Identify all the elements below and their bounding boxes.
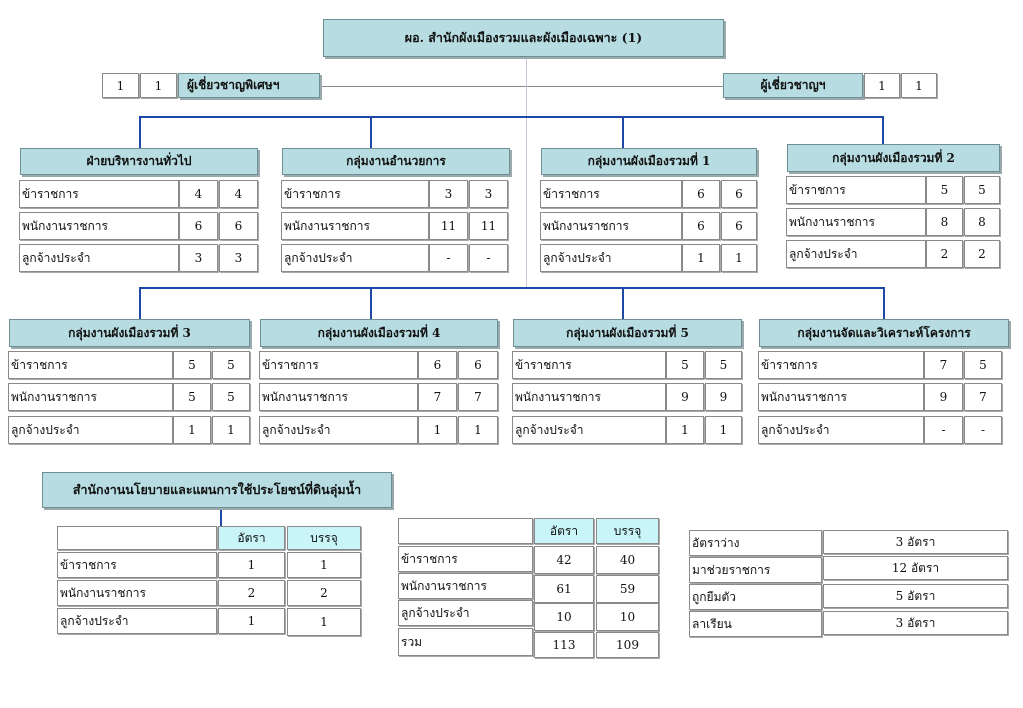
row-label-gov-emp: พนักงานราชการ (57, 580, 217, 606)
lower-drop-2 (370, 287, 372, 319)
value-rate: - (924, 416, 963, 444)
value-filled: 6 (458, 351, 498, 379)
row-label-civil: ข้าราชการ (398, 546, 533, 572)
group-title: กลุ่มงานผังเมืองรวมที่ 2 (787, 144, 1000, 172)
value-rate: 3 (179, 244, 218, 272)
value-filled: 6 (721, 180, 757, 208)
expert-right-box: ผู้เชี่ยวชาญฯ (723, 73, 863, 98)
row-label-gov-emp: พนักงานราชการ (758, 383, 924, 411)
lower-drop-1 (139, 287, 141, 319)
row-label-perm: ลูกจ้างประจำ (758, 416, 924, 444)
group-title: กลุ่มงานอำนวยการ (282, 148, 510, 175)
value-rate: 5 (926, 176, 963, 204)
value-filled: 3 (469, 180, 508, 208)
value-filled: 6 (721, 212, 757, 240)
expert-left-value-2: 1 (140, 73, 177, 98)
group-title: กลุ่มงานจัดและวิเคราะห์โครงการ (759, 319, 1009, 347)
vacancy-value: 3 อัตรา (823, 611, 1008, 635)
vacancy-label: ถูกยืมตัว (689, 584, 822, 610)
group-title: กลุ่มงานผังเมืองรวมที่ 4 (260, 319, 498, 347)
summary-header-blank (398, 518, 533, 544)
value-rate: 6 (682, 212, 720, 240)
row-label-perm: ลูกจ้างประจำ (57, 608, 217, 634)
value-filled: - (964, 416, 1002, 444)
group-title: กลุ่มงานผังเมืองรวมที่ 1 (541, 148, 757, 175)
upper-drop-4 (882, 116, 884, 144)
value-rate: 8 (926, 208, 963, 236)
value-rate: 6 (418, 351, 457, 379)
value-filled: 7 (458, 383, 498, 411)
value-filled: 59 (596, 575, 659, 603)
row-label-civil: ข้าราชการ (512, 351, 666, 379)
vacancy-label: ลาเรียน (689, 611, 822, 637)
value-rate: 1 (173, 416, 211, 444)
value-rate: 2 (218, 580, 285, 606)
value-rate: 6 (179, 212, 218, 240)
value-rate: 1 (418, 416, 457, 444)
value-rate: 1 (218, 552, 285, 578)
vacancy-label: มาช่วยราชการ (689, 557, 822, 583)
office-col-filled: บรรจุ (287, 526, 361, 550)
vacancy-value: 5 อัตรา (823, 584, 1008, 608)
row-label-civil: ข้าราชการ (758, 351, 924, 379)
value-filled: 1 (212, 416, 250, 444)
value-filled: 4 (219, 180, 258, 208)
value-filled: 11 (469, 212, 508, 240)
lower-branch-bar (139, 287, 885, 289)
expert-right-connector (527, 86, 723, 87)
value-rate: 2 (926, 240, 963, 268)
row-label-gov-emp: พนักงานราชการ (512, 383, 666, 411)
row-label-civil: ข้าราชการ (281, 180, 429, 208)
value-rate: 9 (666, 383, 704, 411)
row-label-civil: ข้าราชการ (57, 552, 217, 578)
row-label-gov-emp: พนักงานราชการ (398, 573, 533, 599)
value-rate: 11 (429, 212, 468, 240)
row-label-perm: ลูกจ้างประจำ (19, 244, 179, 272)
value-filled: 40 (596, 546, 659, 574)
value-rate: 1 (682, 244, 720, 272)
value-filled: 2 (287, 580, 361, 606)
value-filled: 5 (964, 351, 1002, 379)
group-title: ฝ่ายบริหารงานทั่วไป (20, 148, 258, 175)
value-filled: 2 (964, 240, 1000, 268)
value-filled: 1 (458, 416, 498, 444)
expert-right-value-2: 1 (901, 73, 937, 98)
value-rate: 9 (924, 383, 963, 411)
value-filled: 6 (219, 212, 258, 240)
value-rate: 6 (682, 180, 720, 208)
value-filled: 5 (964, 176, 1000, 204)
summary-col-filled: บรรจุ (596, 518, 659, 544)
upper-drop-3 (622, 116, 624, 148)
value-filled: 1 (287, 552, 361, 578)
value-rate: - (429, 244, 468, 272)
value-filled: 3 (219, 244, 258, 272)
value-filled: 1 (721, 244, 757, 272)
row-label-gov-emp: พนักงานราชการ (281, 212, 429, 240)
value-rate: 5 (173, 351, 211, 379)
row-label-perm: ลูกจ้างประจำ (8, 416, 173, 444)
expert-left-connector (320, 86, 526, 87)
value-rate: 3 (429, 180, 468, 208)
river-basin-office-box: สำนักงานนโยบายและแผนการใช้ประโยชน์ที่ดินลุ่มน้ำ (42, 472, 392, 508)
value-rate: 1 (666, 416, 704, 444)
row-label-perm: ลูกจ้างประจำ (540, 244, 682, 272)
value-filled: 1 (705, 416, 742, 444)
upper-drop-2 (370, 116, 372, 148)
center-vertical-line (526, 57, 527, 288)
vacancy-value: 3 อัตรา (823, 530, 1008, 554)
expert-right-value-1: 1 (864, 73, 900, 98)
value-rate: 7 (924, 351, 963, 379)
office-col-rate: อัตรา (218, 526, 285, 550)
value-filled: 7 (964, 383, 1002, 411)
value-filled: 10 (596, 603, 659, 631)
value-filled: 8 (964, 208, 1000, 236)
value-filled: 5 (212, 383, 250, 411)
row-label-gov-emp: พนักงานราชการ (786, 208, 926, 236)
value-filled: - (469, 244, 508, 272)
row-label-total: รวม (398, 628, 533, 656)
row-label-perm: ลูกจ้างประจำ (398, 600, 533, 626)
value-filled: 1 (287, 608, 361, 636)
row-label-perm: ลูกจ้างประจำ (512, 416, 666, 444)
row-label-gov-emp: พนักงานราชการ (540, 212, 682, 240)
director-box: ผอ. สำนักผังเมืองรวมและผังเมืองเฉพาะ (1) (323, 19, 724, 57)
value-filled: 109 (596, 632, 659, 658)
row-label-gov-emp: พนักงานราชการ (8, 383, 173, 411)
lower-drop-4 (883, 287, 885, 319)
upper-drop-1 (139, 116, 141, 148)
expert-left-value-1: 1 (102, 73, 139, 98)
group-title: กลุ่มงานผังเมืองรวมที่ 5 (513, 319, 742, 347)
upper-branch-bar (139, 116, 884, 118)
value-filled: 5 (705, 351, 742, 379)
expert-left-box: ผู้เชี่ยวชาญพิเศษฯ (178, 73, 320, 98)
value-rate: 7 (418, 383, 457, 411)
office-header-blank (57, 526, 217, 550)
value-rate: 61 (534, 575, 594, 603)
value-rate: 113 (534, 632, 594, 658)
row-label-gov-emp: พนักงานราชการ (259, 383, 418, 411)
vacancy-label: อัตราว่าง (689, 530, 822, 556)
row-label-perm: ลูกจ้างประจำ (259, 416, 418, 444)
row-label-civil: ข้าราชการ (19, 180, 179, 208)
row-label-gov-emp: พนักงานราชการ (19, 212, 179, 240)
row-label-perm: ลูกจ้างประจำ (281, 244, 429, 272)
row-label-civil: ข้าราชการ (8, 351, 173, 379)
value-filled: 5 (212, 351, 250, 379)
value-rate: 4 (179, 180, 218, 208)
value-rate: 42 (534, 546, 594, 574)
row-label-civil: ข้าราชการ (259, 351, 418, 379)
value-rate: 10 (534, 603, 594, 631)
value-filled: 9 (705, 383, 742, 411)
value-rate: 5 (173, 383, 211, 411)
row-label-civil: ข้าราชการ (786, 176, 926, 204)
row-label-civil: ข้าราชการ (540, 180, 682, 208)
row-label-perm: ลูกจ้างประจำ (786, 240, 926, 268)
group-title: กลุ่มงานผังเมืองรวมที่ 3 (9, 319, 250, 347)
lower-drop-3 (622, 287, 624, 319)
value-rate: 1 (218, 608, 285, 634)
value-rate: 5 (666, 351, 704, 379)
summary-col-rate: อัตรา (534, 518, 594, 544)
office-drop (220, 508, 222, 526)
vacancy-value: 12 อัตรา (823, 556, 1008, 580)
